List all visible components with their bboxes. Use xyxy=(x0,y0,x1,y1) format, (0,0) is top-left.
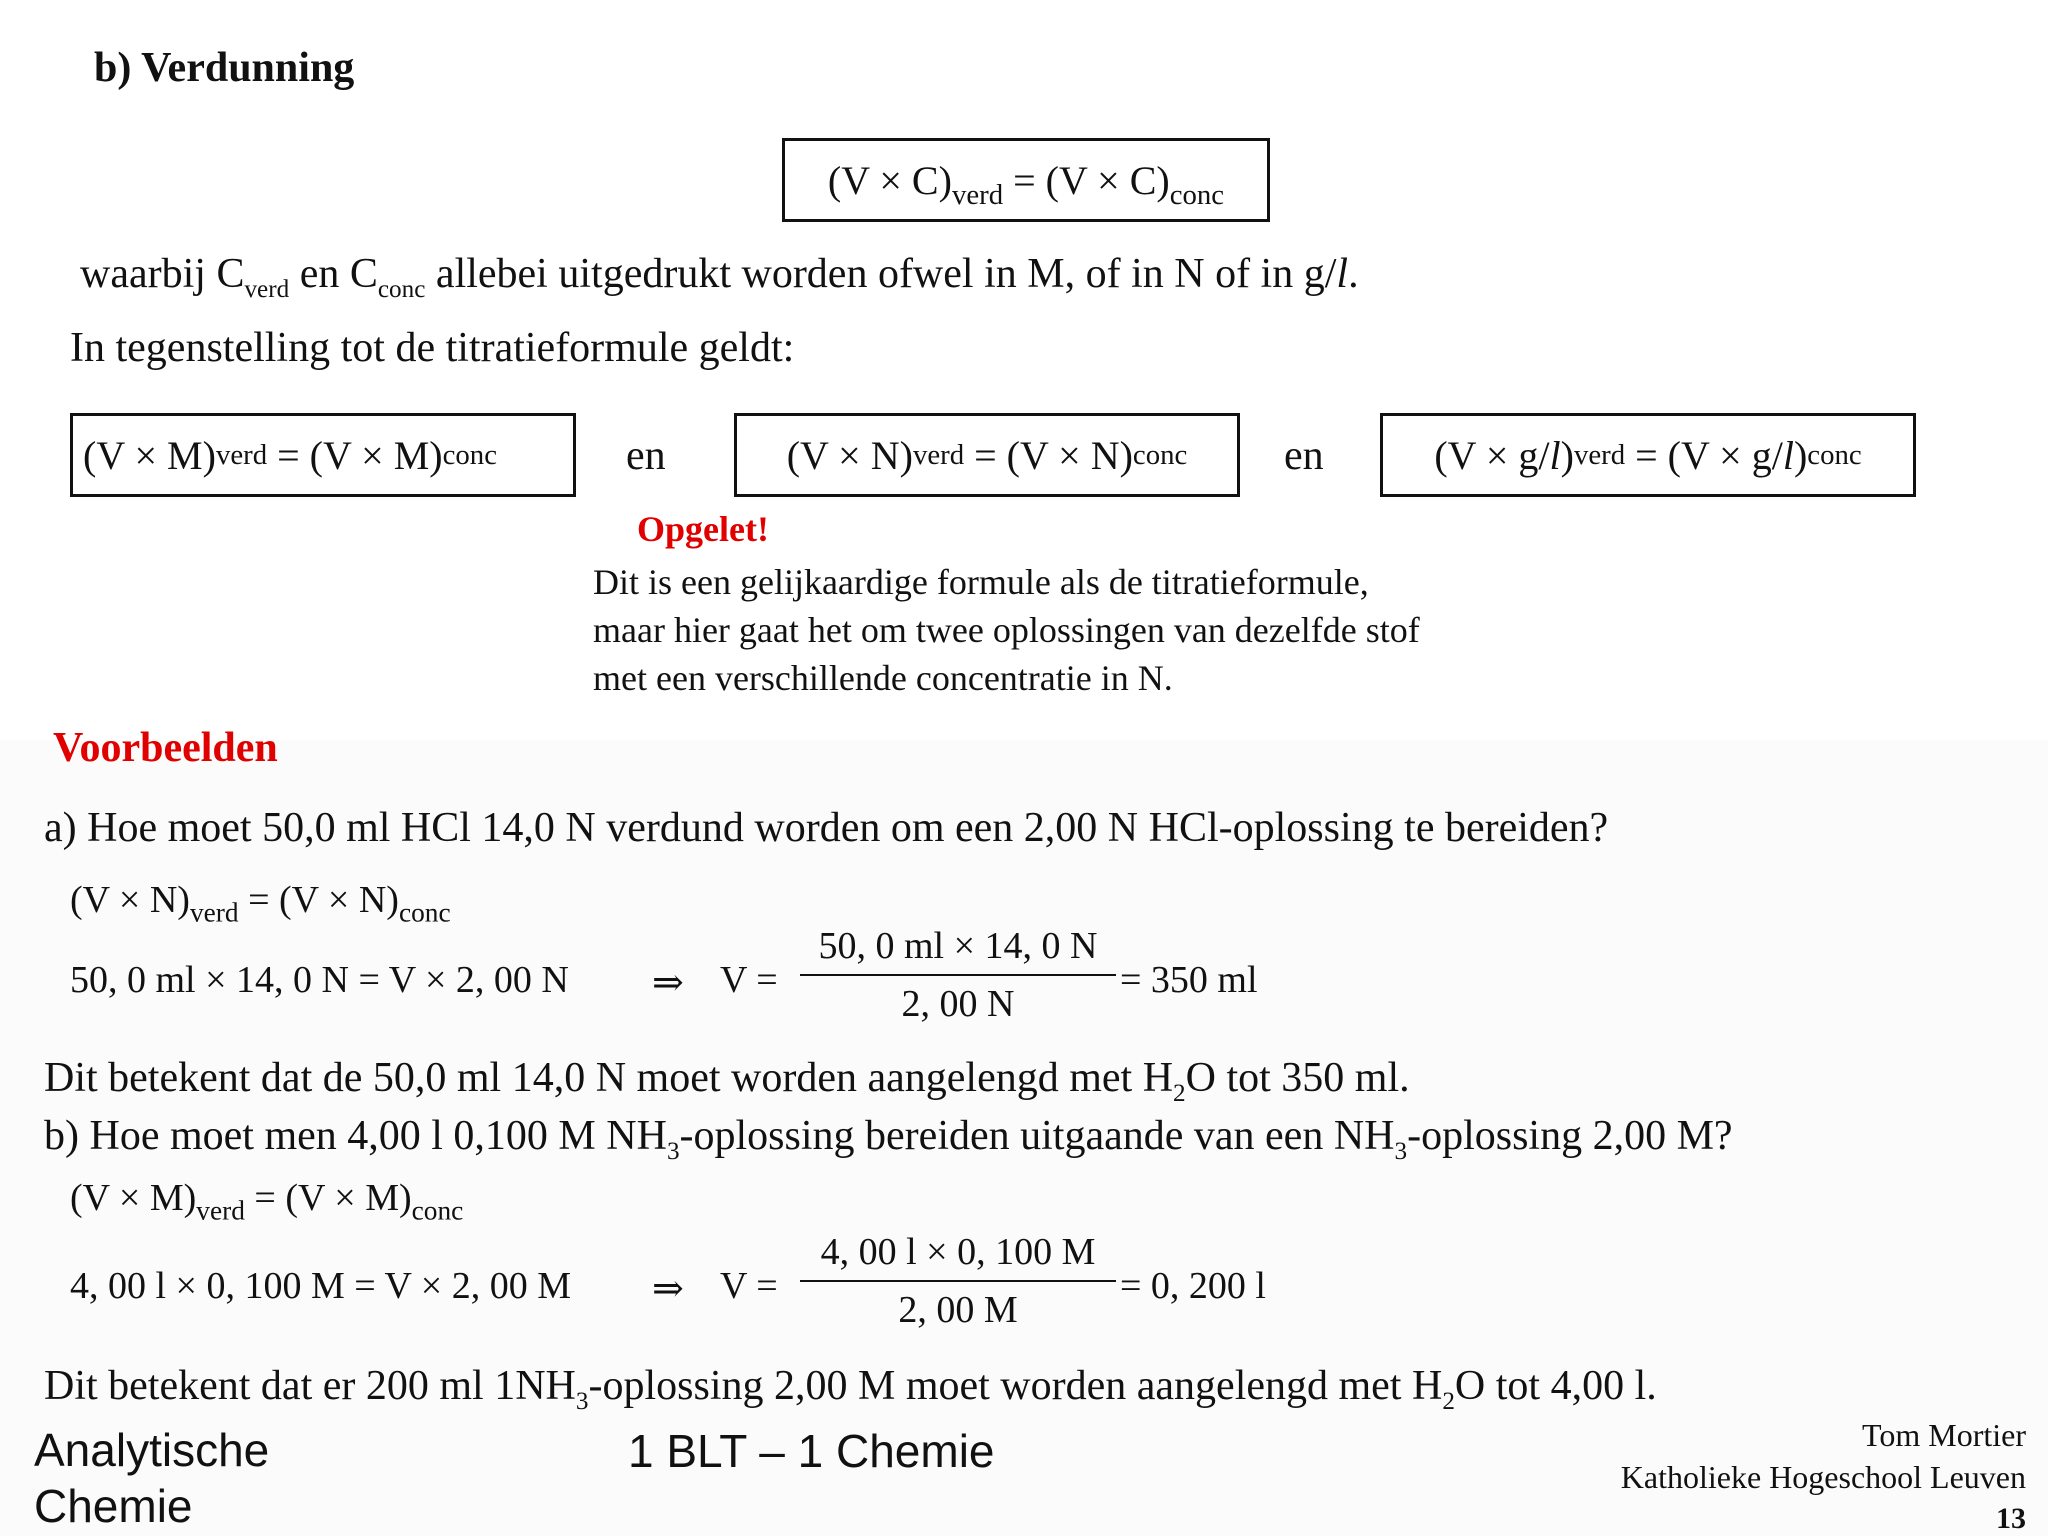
formula-box-molarity: (V × M) verd = (V × M) conc xyxy=(70,413,576,497)
opgelet-line: Dit is een gelijkaardige formule als de titratieformule, xyxy=(593,562,1369,602)
example-a-question: a) Hoe moet 50,0 ml HCl 14,0 N verdund worden om een 2,00 N HCl-oplossing te bereiden? xyxy=(44,805,1609,851)
section-title: b) Verdunning xyxy=(94,45,355,91)
example-a-numerator: 50, 0 ml × 14, 0 N xyxy=(800,924,1116,976)
connector-en-2: en xyxy=(1284,433,1324,479)
formula-rhs: $(V \times C)_{conc}$ xyxy=(1045,157,1225,211)
formula-box-normality: (V × N) verd = (V × N) conc xyxy=(734,413,1240,497)
tegenstelling-line: In tegenstelling tot de titratieformule geldt: xyxy=(70,325,795,371)
opgelet-line: maar hier gaat het om twee oplossingen van dezelfde stof xyxy=(593,610,1420,650)
footer-course-name xyxy=(34,1422,269,1534)
example-b-v-equals: V = xyxy=(720,1265,778,1307)
opgelet-note xyxy=(593,558,1420,702)
waarbij-line: waarbij $C_{verd}$ en $C_{conc}$ allebei uitgedrukt worden ofwel in M, of in N of in g/l. xyxy=(80,251,1359,304)
formula-box-grams-per-liter: (V × g/ l ) verd = (V × g/ l ) conc xyxy=(1380,413,1916,497)
example-a-result: = 350 ml xyxy=(1120,959,1258,1001)
example-b-calculation: 4, 00 l × 0, 100 M = V × 2, 00 M xyxy=(70,1265,571,1307)
example-a-fraction xyxy=(802,924,1114,1026)
footer-author xyxy=(1621,1414,2026,1540)
example-a-formula: $(V \times N)_{verd} = (V \times N)_{conc}$ xyxy=(70,879,451,928)
example-b-question: b) Hoe moet men 4,00 l 0,100 M $NH_3$-oplossing bereiden uitgaande van een $NH_3$-oplossing 2,00 M? xyxy=(44,1113,1733,1166)
example-b-result: = 0, 200 l xyxy=(1120,1265,1266,1307)
page-number: 13 xyxy=(1996,1502,2026,1535)
footer-institution: Katholieke Hogeschool Leuven xyxy=(1620,1459,2026,1495)
implies-arrow: ⇒ xyxy=(652,962,684,1004)
example-a-v-equals: V = xyxy=(720,959,778,1001)
example-b-formula: $(V \times M)_{verd} = (V \times M)_{conc}$ xyxy=(70,1177,464,1226)
example-b-numerator: 4, 00 l × 0, 100 M xyxy=(800,1230,1116,1282)
connector-en-1: en xyxy=(626,433,666,479)
example-a-calculation: 50, 0 ml × 14, 0 N = V × 2, 00 N xyxy=(70,959,569,1001)
footer-author-name: Tom Mortier xyxy=(1862,1417,2026,1453)
voorbeelden-title: Voorbeelden xyxy=(53,725,278,771)
example-b-conclusion: Dit betekent dat er 200 ml $1NH_3$-oplossing 2,00 M moet worden aangelengd met $H_2O$ tot 4,00 l. xyxy=(44,1363,1657,1416)
opgelet-line: met een verschillende concentratie in N. xyxy=(593,658,1173,698)
formula-equals: = xyxy=(1003,157,1046,203)
example-a-conclusion: Dit betekent dat de 50,0 ml 14,0 N moet worden aangelengd met $H_2O$ tot 350 ml. xyxy=(44,1055,1410,1108)
formula-lhs: $(V \times C)_{verd}$ xyxy=(827,157,1004,211)
example-a-denominator: 2, 00 N xyxy=(901,983,1015,1025)
footer-program: 1 BLT – 1 Chemie xyxy=(628,1425,995,1477)
opgelet-label: Opgelet! xyxy=(637,509,769,549)
footer-course-line: Analytische xyxy=(34,1424,270,1476)
main-formula-box xyxy=(782,138,1270,222)
implies-arrow: ⇒ xyxy=(652,1268,684,1310)
footer-course-line: Chemie xyxy=(34,1480,193,1532)
example-b-denominator: 2, 00 M xyxy=(898,1289,1018,1331)
example-b-fraction xyxy=(802,1230,1114,1332)
